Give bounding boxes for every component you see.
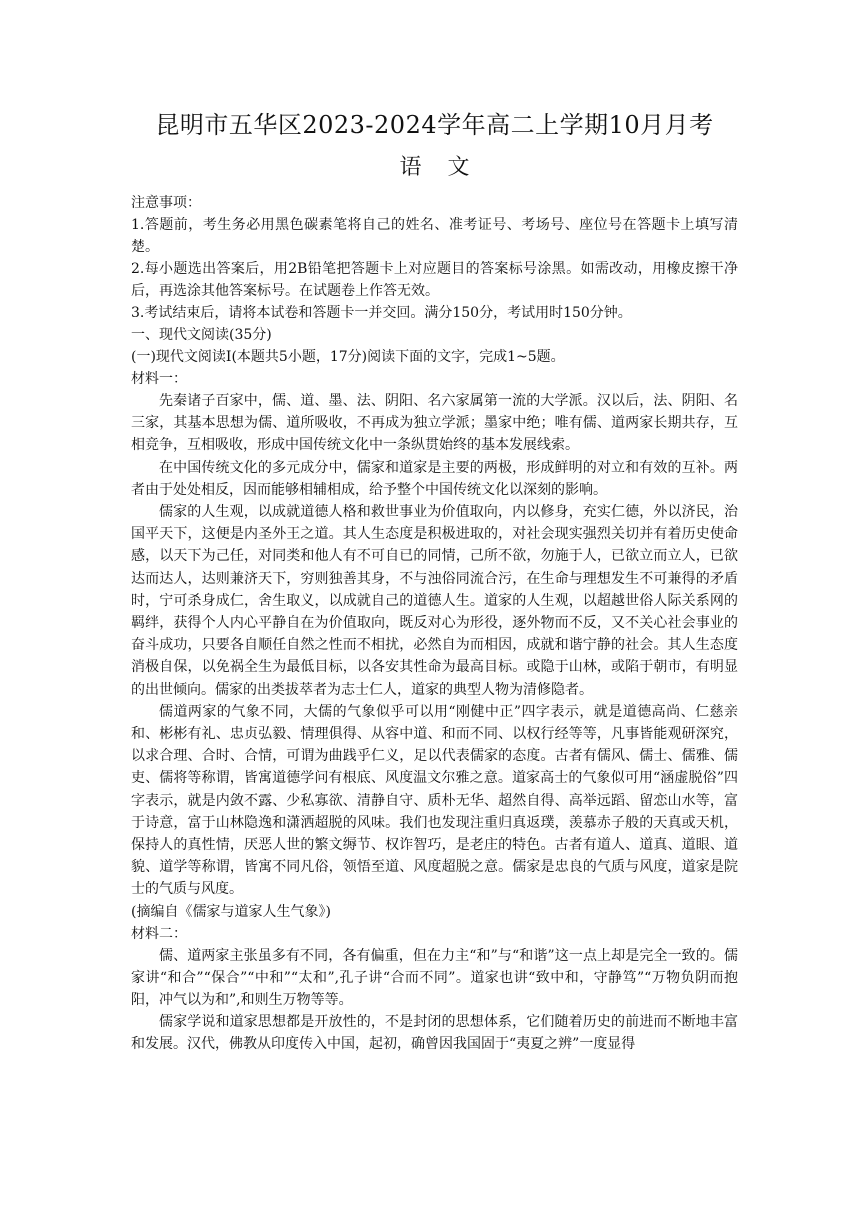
material1-paragraph-3: 儒家的人生观，以成就道德人格和救世事业为价值取向，内以修身，充实仁德，外以济民，治国平天下，这便是内圣外王之道。其人生态度是积极进取的，对社会现实强烈关切并有着历史使命感，以天下为己任，对同类和他人有不可自已的同情，己所不欲，勿施于人，已欲立而立人，已欲达而达人，达则兼济天下，穷则独善其身，不与浊俗同流合污，在生命与理想发生不可兼得的矛盾时，宁可杀身成仁，舍生取义，以成就自己的道德人生。道家的人生观，以超越世俗人际关系网的羁绊，获得个人内心平静自在为价值取向，既反对心为形役，逐外物而不反，又不关心社会事业的奋斗成功，只要各自顺任自然之性而不相扰，必然自为而相因，成就和谐宁静的社会。其人生态度消极自保，以免祸全生为最低目标，以各安其性命为最高目标。或隐于山林，或陷于朝市，有明显的出世倾向。儒家的出类拔萃者为志士仁人，道家的典型人物为清修隐者。 [131, 504, 738, 698]
material1-source: (摘编自《儒家与道家人生气象》) [131, 903, 331, 920]
notice-item-1: 1.答题前，考生务必用黑色碳素笔将自己的姓名、准考证号、考场号、座位号在答题卡上填写清楚。 [131, 217, 738, 255]
exam-title: 昆明市五华区2023-2024学年高二上学期10月月考 [155, 111, 714, 139]
material1-paragraph-4: 儒道两家的气象不同，大儒的气象似乎可以用“刚健中正”四字表示，就是道德高尚、仁慈亲和、彬彬有礼、忠贞弘毅、情理俱得、从容中道、和而不同、以权行经等等，凡事皆能观研深究，以求合理、合时、合情，可谓为曲践乎仁义，足以代表儒家的态度。古者有儒风、儒士、儒雅、儒吏、儒将等称谓，皆寓道德学问有根底、风度温文尔雅之意。道家高士的气象似可用“涵虚脱俗”四字表示，就是内敛不露、少私寡欲、清静自守、质朴无华、超然自得、高举远蹈、留恋山水等，富于诗意，富于山林隐逸和潇洒超脱的风味。我们也发现注重归真返璞，羡慕赤子般的天真或天机，保持人的真性情，厌恶人世的繁文缛节、权诈智巧，是老庄的特色。古者有道人、道真、道眼、道貌、道学等称谓，皆寓不同凡俗，领悟至道、风度超脱之意。儒家是忠良的气质与风度，道家是院士的气质与风度。 [131, 703, 738, 898]
notice-item-2: 2.每小题选出答案后，用2B铅笔把答题卡上对应题目的答案标号涂黑。如需改动，用橡皮擦干净后，再选涂其他答案标号。在试题卷上作答无效。 [131, 261, 738, 299]
subject-char-2: 文 [447, 155, 470, 180]
material1-label: 材料一： [131, 371, 187, 387]
material2-label: 材料二： [131, 925, 187, 942]
material2-paragraph-1: 儒、道两家主张虽多有不同，各有偏重，但在力主“和”与“和谐”这一点上却是完全一致的。儒家讲“和合”“保合”“中和”“太和”,孔子讲“合而不同”。道家也讲“致中和，守静笃”“万物负阴而抱阳，冲气以为和”,和则生万物等等。 [131, 947, 738, 1009]
section-subheading: (一)现代文阅读I(本题共5小题，17分)阅读下面的文字，完成1~5题。 [131, 349, 565, 365]
notice-heading: 注意事项： [131, 195, 201, 211]
notice-item-3: 3.考试结束后，请将本试卷和答题卡一并交回。满分150分，考试用时150分钟。 [131, 305, 632, 321]
material1-paragraph-2: 在中国传统文化的多元成分中，儒家和道家是主要的两极，形成鲜明的对立和有效的互补。两者由于处处相反，因而能够相辅相成，给予整个中国传统文化以深刻的影响。 [131, 459, 738, 498]
material1-paragraph-1: 先秦诸子百家中，儒、道、墨、法、阴阳、名六家属第一流的大学派。汉以后，法、阴阳、名三家，其基本思想为儒、道所吸收，不再成为独立学派；墨家中绝；唯有儒、道两家长期共存，互相竞争，互相吸收，形成中国传统文化中一条纵贯始终的基本发展线索。 [131, 393, 738, 454]
section-heading: 一、现代文阅读(35分) [131, 327, 272, 343]
subject-char-1: 语 [399, 155, 422, 180]
material2-paragraph-2: 儒家学说和道家思想都是开放性的，不是封闭的思想体系，它们随着历史的前进而不断地丰富和发展。汉代，佛教从印度传入中国，起初，确曾因我国固于“夷夏之辨”一度显得 [131, 1014, 738, 1053]
subject-title [131, 152, 738, 184]
